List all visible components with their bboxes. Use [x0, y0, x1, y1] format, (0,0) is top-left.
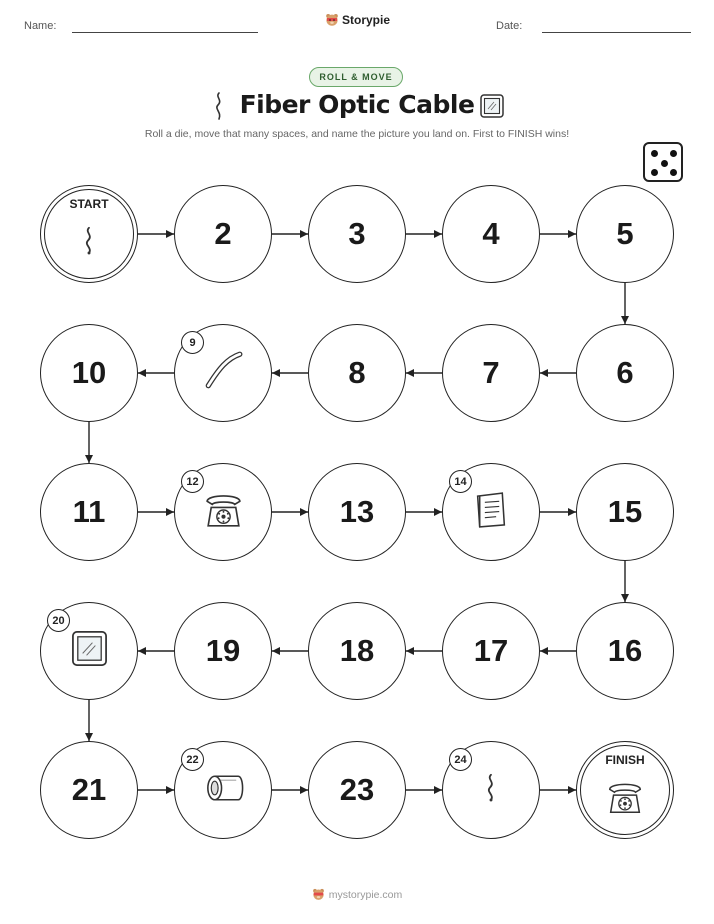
arrow-head: [300, 786, 308, 794]
space-number: 6: [616, 355, 634, 390]
space-number: 13: [339, 494, 375, 529]
board-space-picture: [174, 463, 272, 561]
arrow-head: [540, 369, 548, 377]
board-space: [174, 602, 272, 700]
arrow-head: [540, 647, 548, 655]
space-number: 15: [607, 494, 643, 529]
board-space: [308, 463, 406, 561]
arrow-head: [568, 508, 576, 516]
board-space: [576, 324, 674, 422]
space-number: 4: [482, 216, 500, 251]
arrow-head: [621, 594, 629, 602]
booklet-icon: [473, 490, 509, 534]
arrow-head: [621, 316, 629, 324]
board-space: [308, 185, 406, 283]
board-space: [174, 185, 272, 283]
space-number: 21: [71, 772, 107, 807]
arrow-head: [434, 786, 442, 794]
arrow-head: [138, 647, 146, 655]
space-number: 2: [214, 216, 232, 251]
arrow-head: [85, 733, 93, 741]
board-space: [308, 324, 406, 422]
brand-name: Storypie: [342, 13, 391, 27]
fiber-strand-icon: [80, 226, 98, 260]
arrow-head: [272, 647, 280, 655]
date-label: Date:: [496, 20, 523, 32]
arrow-head: [138, 369, 146, 377]
glass-panel-icon: [70, 629, 109, 673]
space-number-badge: 20: [47, 609, 70, 632]
board-space-picture: [174, 324, 272, 422]
board-space-picture: [442, 463, 540, 561]
page-title: Fiber Optic Cable: [239, 90, 475, 119]
footer: [0, 888, 714, 901]
space-number: 5: [616, 216, 634, 251]
space-number: 3: [348, 216, 366, 251]
space-number: 8: [348, 355, 366, 390]
board-space: [576, 185, 674, 283]
fiber-strand-icon: [202, 350, 244, 397]
space-number: 18: [339, 633, 375, 668]
footer-url: mystorypie.com: [328, 888, 403, 901]
arrow-head: [166, 786, 174, 794]
board-space: [40, 324, 138, 422]
arrow-head: [434, 230, 442, 238]
arrow-head: [300, 230, 308, 238]
space-number: 23: [339, 772, 375, 807]
arrow-head: [568, 230, 576, 238]
arrow-head: [406, 369, 414, 377]
space-number: 10: [71, 355, 107, 390]
arrow-head: [406, 647, 414, 655]
arrow-head: [300, 508, 308, 516]
telephone-icon: [604, 776, 646, 823]
board-space: [442, 602, 540, 700]
board-space: [40, 741, 138, 839]
arrow-head: [166, 230, 174, 238]
space-number-badge: 9: [181, 331, 204, 354]
board-space: [40, 463, 138, 561]
space-number: 11: [72, 494, 106, 529]
space-number: 19: [205, 633, 241, 668]
fiber-strand-icon: [482, 773, 500, 807]
arrow-head: [166, 508, 174, 516]
bear-mascot-icon: [312, 888, 325, 901]
board-space-picture: [442, 741, 540, 839]
instructions: Roll a die, move that many spaces, and name the picture you land on. First to FINISH wins!: [144, 128, 570, 140]
space-number: 16: [607, 633, 643, 668]
board-space-picture: [40, 602, 138, 700]
name-label: Name:: [24, 20, 57, 32]
finish-label: FINISH: [605, 753, 645, 767]
board-space-picture: [174, 741, 272, 839]
arrow-head: [85, 455, 93, 463]
tube-icon: [201, 770, 246, 811]
space-number: 7: [482, 355, 500, 390]
space-number-badge: 24: [449, 748, 472, 771]
space-number: 17: [473, 633, 509, 668]
board-space: [308, 602, 406, 700]
board-space: [442, 185, 540, 283]
arrow-head: [434, 508, 442, 516]
arrow-head: [568, 786, 576, 794]
telephone-icon: [201, 487, 246, 537]
space-number-badge: 22: [181, 748, 204, 771]
finish-space: [576, 741, 674, 839]
board-space: [442, 324, 540, 422]
board-space: [576, 463, 674, 561]
space-number-badge: 12: [181, 470, 204, 493]
arrow-head: [272, 369, 280, 377]
space-number-badge: 14: [449, 470, 472, 493]
start-space: [40, 185, 138, 283]
board-space: [576, 602, 674, 700]
game-type-badge: ROLL & MOVE: [309, 67, 403, 87]
board-space: [308, 741, 406, 839]
start-label: START: [69, 197, 109, 211]
